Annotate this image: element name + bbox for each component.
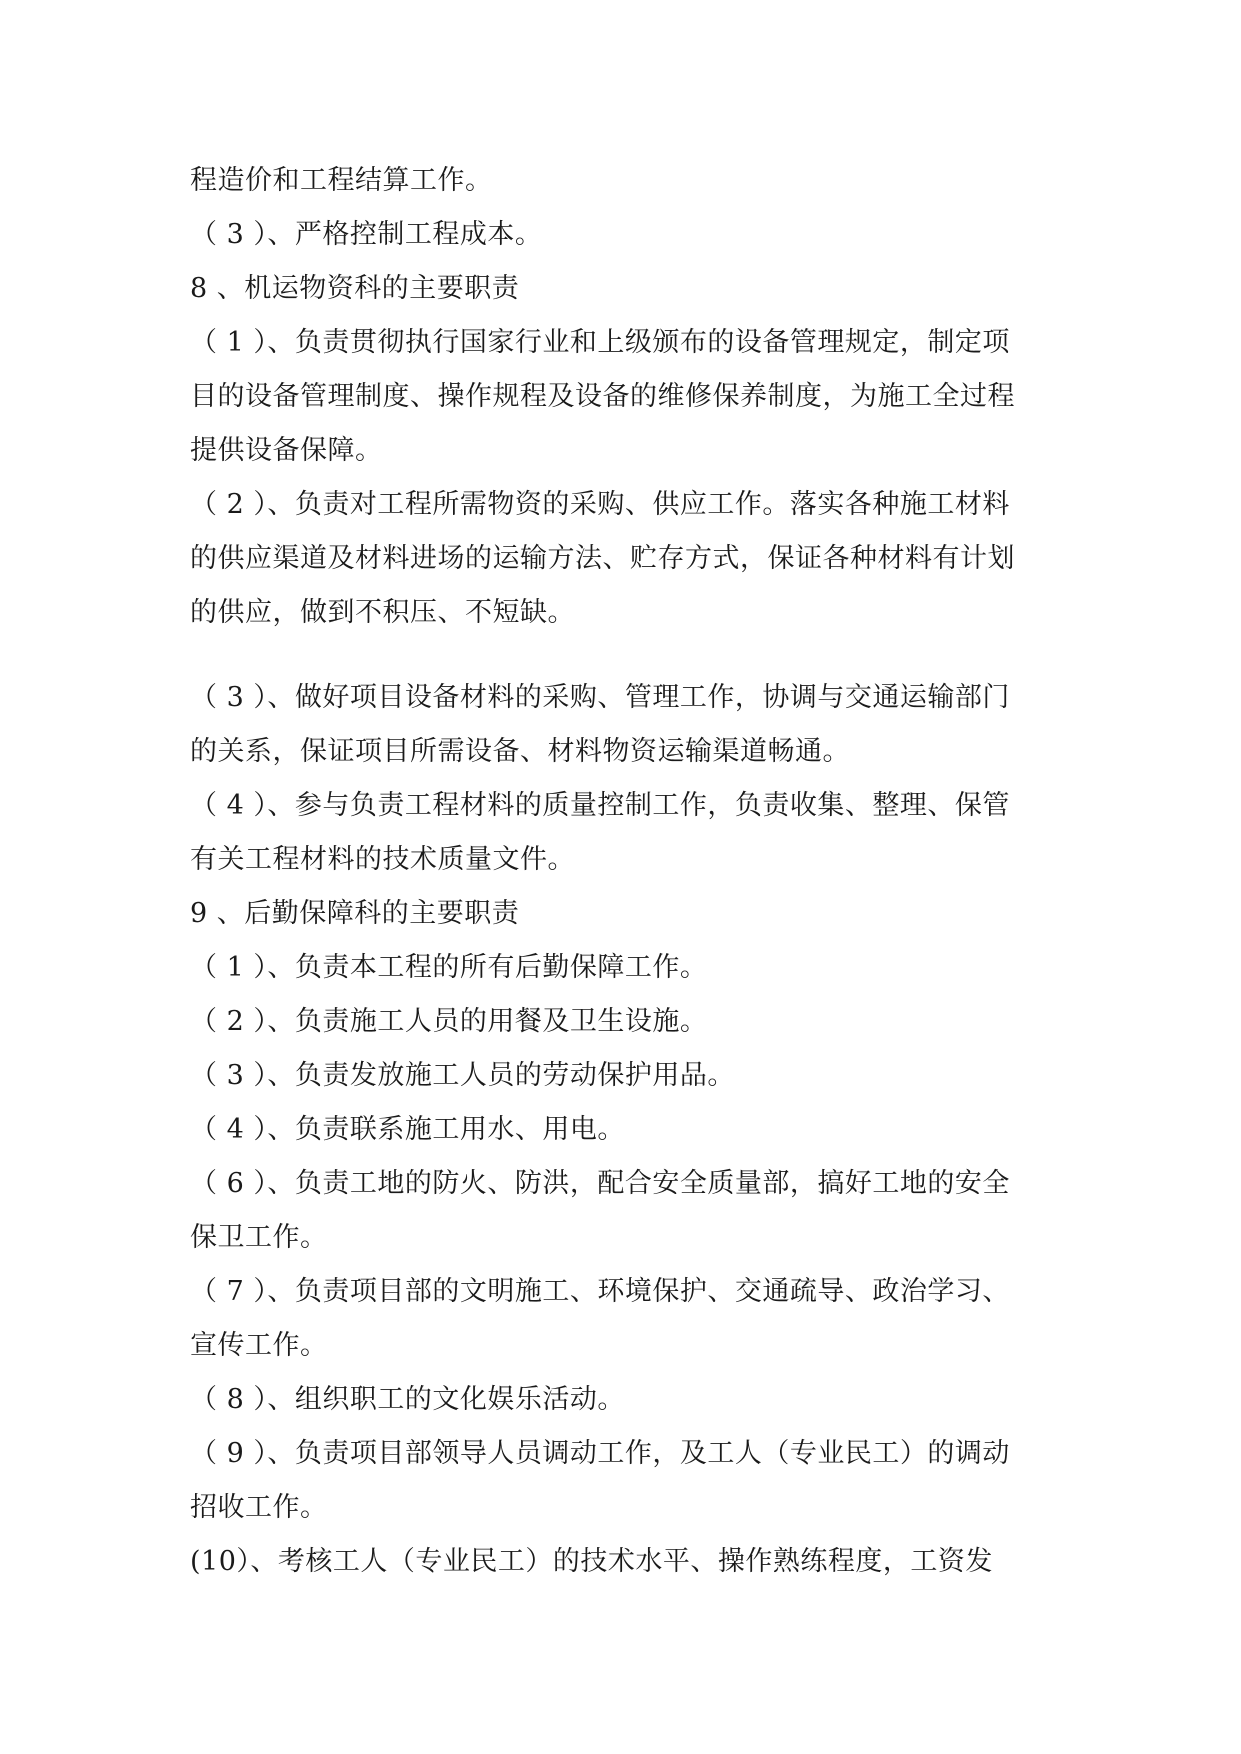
text-line: （ 1 ）、负责本工程的所有后勤保障工作。 bbox=[190, 952, 708, 983]
text-line: 的供应，做到不积压、不短缺。 bbox=[190, 597, 575, 628]
text-line: （ 3 ）、严格控制工程成本。 bbox=[190, 219, 543, 250]
section-heading: 9 、后勤保障科的主要职责 bbox=[190, 898, 520, 929]
text-line: （ 4 ）、负责联系施工用水、用电。 bbox=[190, 1114, 625, 1145]
text-line: （ 1 ）、负责贯彻执行国家行业和上级颁布的设备管理规定，制定项 bbox=[190, 327, 1010, 358]
text-line: 目的设备管理制度、操作规程及设备的维修保养制度，为施工全过程 bbox=[190, 381, 1015, 412]
text-line: 提供设备保障。 bbox=[190, 435, 383, 466]
text-line: （ 9 ）、负责项目部领导人员调动工作，及工人（专业民工）的调动 bbox=[190, 1438, 1010, 1469]
text-line: (10）、考核工人（专业民工）的技术水平、操作熟练程度，工资发 bbox=[190, 1546, 993, 1577]
section-heading: 8 、机运物资科的主要职责 bbox=[190, 273, 520, 304]
text-line: 有关工程材料的技术质量文件。 bbox=[190, 844, 575, 875]
text-line: 的供应渠道及材料进场的运输方法、贮存方式，保证各种材料有计划 bbox=[190, 543, 1015, 574]
text-line: 保卫工作。 bbox=[190, 1222, 328, 1253]
text-line: （ 8 ）、组织职工的文化娱乐活动。 bbox=[190, 1384, 625, 1415]
text-line: 程造价和工程结算工作。 bbox=[190, 165, 493, 196]
text-line: （ 7 ）、负责项目部的文明施工、环境保护、交通疏导、政治学习、 bbox=[190, 1276, 1010, 1307]
text-line: 的关系，保证项目所需设备、材料物资运输渠道畅通。 bbox=[190, 736, 850, 767]
text-line: 宣传工作。 bbox=[190, 1330, 328, 1361]
text-line: （ 2 ）、负责对工程所需物资的采购、供应工作。落实各种施工材料 bbox=[190, 489, 1010, 520]
text-line: （ 4 ）、参与负责工程材料的质量控制工作，负责收集、整理、保管 bbox=[190, 790, 1010, 821]
text-line: （ 6 ）、负责工地的防火、防洪，配合安全质量部，搞好工地的安全 bbox=[190, 1168, 1010, 1199]
text-line: （ 2 ）、负责施工人员的用餐及卫生设施。 bbox=[190, 1006, 708, 1037]
text-line: （ 3 ）、负责发放施工人员的劳动保护用品。 bbox=[190, 1060, 735, 1091]
text-line: （ 3 ）、做好项目设备材料的采购、管理工作，协调与交通运输部门 bbox=[190, 682, 1010, 713]
text-line: 招收工作。 bbox=[190, 1492, 328, 1523]
